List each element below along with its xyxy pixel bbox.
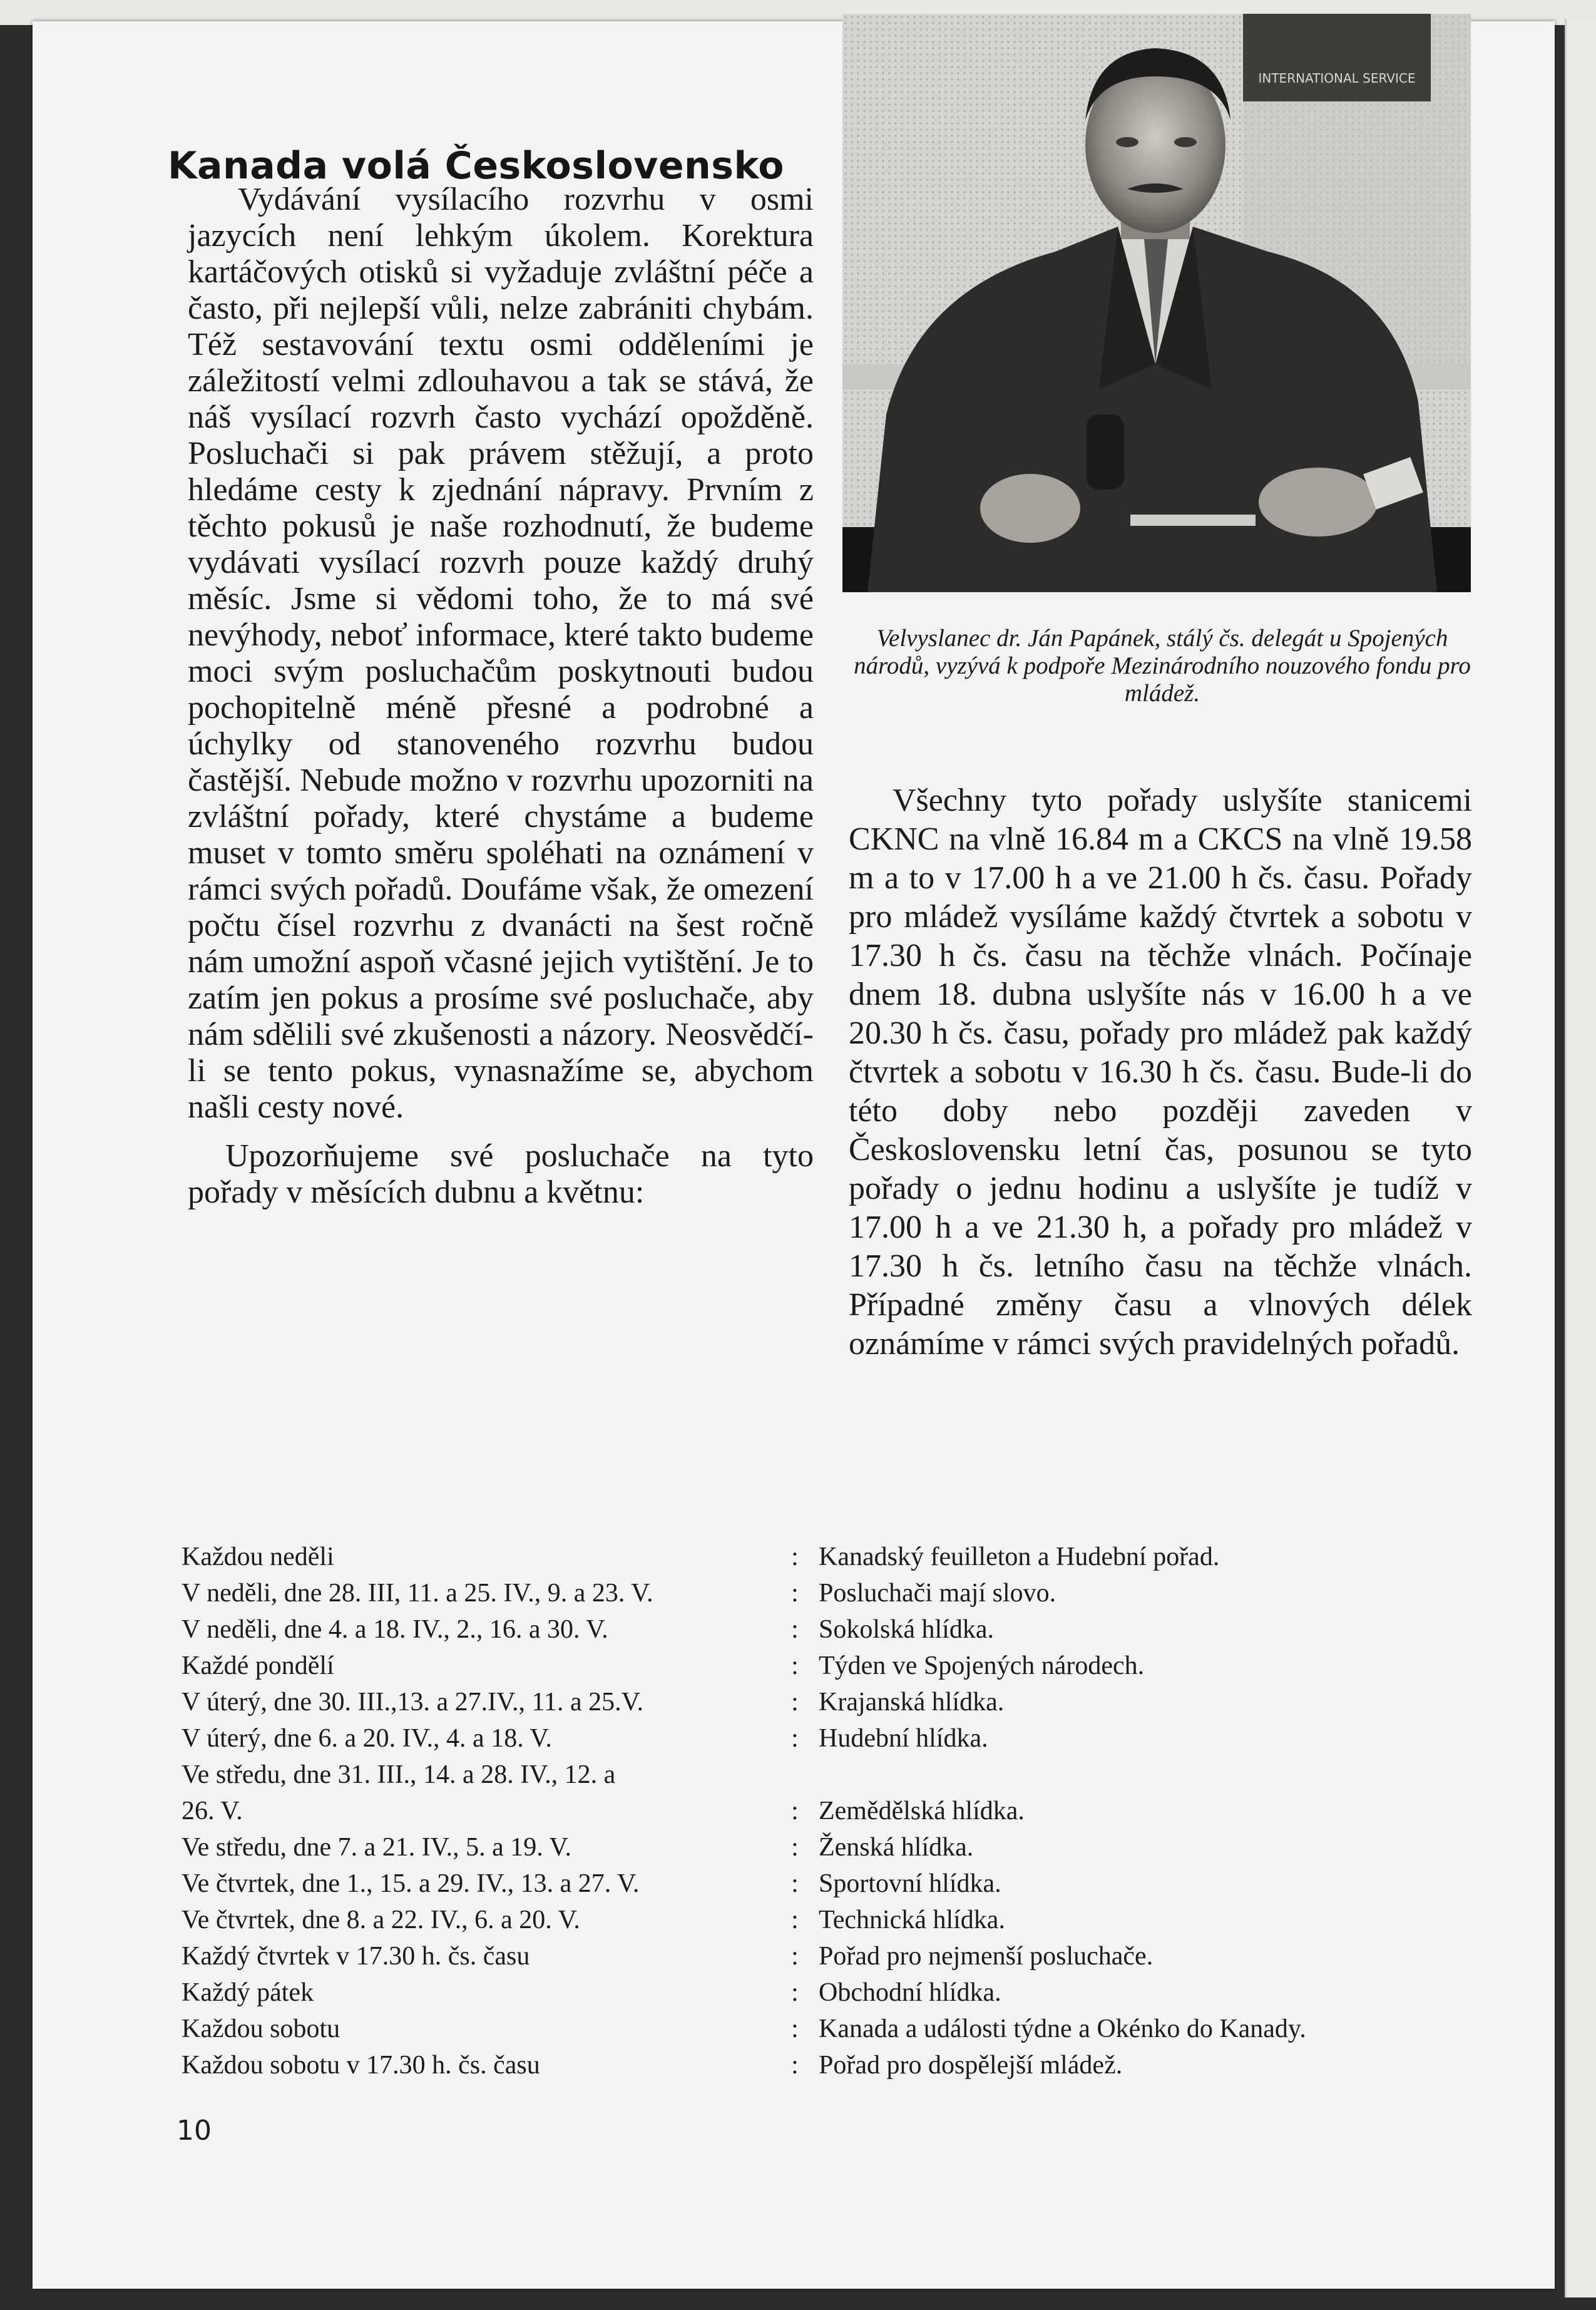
schedule-row — [182, 1575, 1490, 1611]
photo-ambassador — [842, 14, 1471, 592]
schedule-program: Týden ve Spojených národech. — [819, 1651, 1145, 1680]
schedule-row — [182, 1720, 1490, 1757]
schedule-day: Ve středu, dne 31. III., 14. a 28. IV., 12. a 26. V. — [182, 1760, 616, 1825]
schedule-separator: : — [791, 1797, 799, 1825]
schedule-separator: : — [791, 1942, 799, 1971]
schedule-program: Posluchači mají slovo. — [819, 1579, 1056, 1608]
schedule-day: Každý pátek — [182, 1978, 314, 2007]
schedule-day: V úterý, dne 6. a 20. IV., 4. a 18. V. — [182, 1724, 552, 1753]
program-schedule — [182, 1539, 1490, 2083]
schedule-program: Zemědělská hlídka. — [819, 1797, 1025, 1825]
broadcast-info-paragraph: Všechny tyto pořady uslyšíte stanicemi CKNC na vlně 16.84 m a CKCS na vlně 19.58 m a to v 17.00 h a ve 21.00 h čs. času. Pořady pro mládež vysíláme každý čtvrtek a sobotu v 17.30 h čs. času na těchže vlnách. Počínaje dnem 18. dubna uslyšíte nás v 16.00 h a ve 20.30 h čs. času, pořady pro mládež pak každý čtvrtek a sobotu v 16.30 h čs. času. Bude-li do této doby nebo později zaveden v Československu letní čas, posunou se tyto pořady o jednu hodinu a uslyšíte je tudíž v 17.00 h a ve 21.30 h, a pořady pro mládež v 17.30 h čs. letního času na těchže vlnách. Případné změny času a vlnových délek oznámíme v rámci svých pravidelných pořadů. — [849, 783, 1472, 1362]
schedule-separator: : — [791, 1906, 799, 1934]
schedule-separator: : — [791, 1688, 799, 1717]
schedule-program: Sokolská hlídka. — [819, 1615, 994, 1644]
schedule-day: Každý čtvrtek v 17.30 h. čs. času — [182, 1942, 530, 1971]
schedule-separator: : — [791, 1869, 799, 1898]
schedule-day: Každou sobotu — [182, 2015, 340, 2043]
schedule-day: Ve středu, dne 7. a 21. IV., 5. a 19. V. — [182, 1833, 571, 1862]
schedule-program: Ženská hlídka. — [819, 1833, 974, 1862]
schedule-day: V neděli, dne 4. a 18. IV., 2., 16. a 30. V. — [182, 1615, 608, 1644]
schedule-program: Hudební hlídka. — [819, 1724, 988, 1753]
schedule-separator: : — [791, 2051, 799, 2080]
schedule-program: Obchodní hlídka. — [819, 1978, 1001, 2007]
schedule-separator: : — [791, 1579, 799, 1608]
schedule-row — [182, 1829, 1490, 1866]
right-column — [849, 781, 1472, 1363]
schedule-row — [182, 1938, 1490, 1974]
schedule-day: Každou sobotu v 17.30 h. čs. času — [182, 2051, 540, 2080]
schedule-row — [182, 1684, 1490, 1720]
schedule-row — [182, 1974, 1490, 2011]
schedule-day: Ve čtvrtek, dne 8. a 22. IV., 6. a 20. V. — [182, 1906, 580, 1934]
schedule-day: V neděli, dne 28. III, 11. a 25. IV., 9. a 23. V. — [182, 1579, 653, 1608]
schedule-separator: : — [791, 1833, 799, 1862]
photo-caption: Velvyslanec dr. Ján Papánek, stálý čs. delegát u Spojených národů, vyzývá k podpoře Mezinárodního nouzového fondu pro mládež. — [854, 625, 1471, 707]
schedule-separator: : — [791, 1651, 799, 1680]
schedule-program: Krajanská hlídka. — [819, 1688, 1005, 1717]
left-column — [188, 182, 814, 1211]
schedule-program: Kanada a události týdne a Okénko do Kanady. — [819, 2015, 1306, 2043]
schedule-day: V úterý, dne 30. III.,13. a 27.IV., 11. a 25.V. — [182, 1688, 644, 1717]
photo-image — [842, 14, 1471, 592]
schedule-day: Každé pondělí — [182, 1651, 334, 1680]
schedule-program: Technická hlídka. — [819, 1906, 1005, 1934]
schedule-program: Kanadský feuilleton a Hudební pořad. — [819, 1543, 1220, 1571]
schedule-separator: : — [791, 1978, 799, 2007]
schedule-program: Pořad pro nejmenší posluchače. — [819, 1942, 1154, 1971]
sign-text: INTERNATIONAL SERVICE — [1258, 71, 1416, 86]
schedule-row — [182, 1539, 1490, 1575]
schedule-separator: : — [791, 1724, 799, 1753]
schedule-row — [182, 2047, 1490, 2083]
schedule-separator: : — [791, 1615, 799, 1644]
schedule-intro-paragraph: Upozorňujeme své posluchače na tyto pořady v měsících dubnu a květnu: — [188, 1138, 814, 1210]
article-title: Kanada volá Československo — [168, 144, 784, 188]
schedule-separator: : — [791, 2015, 799, 2043]
schedule-row — [182, 1648, 1490, 1684]
sign-board — [1243, 14, 1431, 101]
schedule-separator: : — [791, 1543, 799, 1571]
schedule-program: Pořad pro dospělejší mládež. — [819, 2051, 1123, 2080]
schedule-program: Sportovní hlídka. — [819, 1869, 1001, 1898]
page-number: 10 — [176, 2115, 212, 2147]
next-page-edge — [1565, 19, 1596, 2297]
schedule-row — [182, 2011, 1490, 2047]
schedule-row — [182, 1902, 1490, 1938]
schedule-day: Každou neděli — [182, 1543, 334, 1571]
schedule-row — [182, 1611, 1490, 1648]
schedule-day: Ve čtvrtek, dne 1., 15. a 29. IV., 13. a 27. V. — [182, 1869, 640, 1898]
schedule-row — [182, 1866, 1490, 1902]
intro-paragraph: Vydávání vysílacího rozvrhu v osmi jazycích není lehkým úkolem. Korektura kartáčových otisků si vyžaduje zvláštní péče a často, při nejlepší vůli, nelze zabrániti chybám. Též sestavování textu osmi odděleními je záležitostí velmi zdlouhavou a tak se stává, že náš vysílací rozvrh často vychází opožděně. Posluchači si pak právem stěžují, a proto hledáme cesty k zjednání nápravy. Prvním z těchto pokusů je naše rozhodnutí, že budeme vydávati vysílací rozvrh pouze každý druhý měsíc. Jsme si vědomi toho, že to má své nevýhody, neboť informace, které takto budeme moci svým posluchačům poskytnouti budou pochopitelně méně přesné a podrobné a úchylky od stanoveného rozvrhu budou častější. Nebude možno v rozvrhu upozorniti na zvláštní pořady, které chystáme a budeme muset v tomto směru spoléhati na oznámení v rámci svých pořadů. Doufáme však, že omezení počtu čísel rozvrhu z dvanácti na šest ročně nám umožní aspoň včasné jejich vytištění. Je to zatím jen pokus a prosíme své posluchače, aby nám sdělili své zkušenosti a názory. Neosvědčí-li se tento pokus, vynasnažíme se, abychom našli cesty nové. — [188, 182, 814, 1125]
schedule-row — [182, 1757, 1490, 1829]
